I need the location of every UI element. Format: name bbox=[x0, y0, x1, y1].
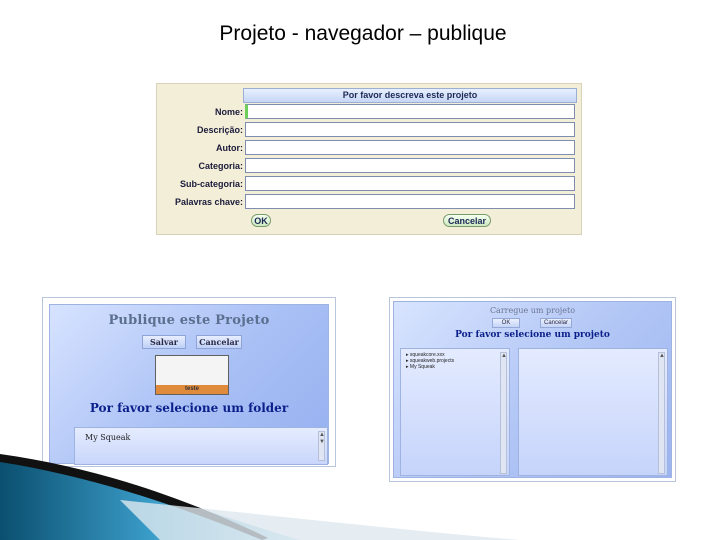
decorative-swoosh bbox=[0, 440, 720, 540]
cancel-button[interactable]: Cancelar bbox=[443, 214, 491, 227]
load-dialog-title: Carregue um projeto bbox=[489, 306, 576, 315]
save-button[interactable]: Salvar bbox=[142, 335, 186, 349]
tree-item-label: squeakcore.xxx bbox=[409, 352, 445, 358]
thumbnail-label: teste bbox=[156, 385, 228, 394]
form-header: Por favor descreva este projeto bbox=[243, 88, 577, 103]
cancel-button[interactable]: Cancelar bbox=[540, 318, 572, 328]
field-label: Palavras chave: bbox=[174, 197, 243, 207]
form-row-descricao bbox=[157, 122, 583, 138]
ok-button[interactable]: OK bbox=[492, 318, 520, 328]
field-label: Descrição: bbox=[196, 125, 243, 135]
form-row-nome bbox=[157, 104, 583, 120]
tree-item-label: squeakweb.projects bbox=[409, 358, 455, 364]
ok-button[interactable]: OK bbox=[251, 214, 271, 227]
select-project-prompt: Por favor selecione um projeto bbox=[455, 330, 610, 340]
project-description-dialog bbox=[156, 83, 582, 235]
name-field[interactable] bbox=[245, 104, 575, 119]
field-label: Nome: bbox=[214, 107, 243, 117]
list-item[interactable]: My Squeak bbox=[85, 433, 131, 442]
scroll-up-arrow-icon[interactable]: ▲ bbox=[659, 353, 665, 359]
form-row-palavras bbox=[157, 194, 583, 210]
category-field[interactable] bbox=[245, 158, 575, 173]
select-folder-prompt: Por favor selecione um folder bbox=[89, 401, 289, 415]
cancel-button[interactable]: Cancelar bbox=[196, 335, 242, 349]
keywords-field[interactable] bbox=[245, 194, 575, 209]
tree-item-label: My Squeak bbox=[409, 364, 435, 370]
tree-expand-icon[interactable]: ▸ bbox=[406, 352, 409, 358]
form-row-autor bbox=[157, 140, 583, 156]
scroll-up-arrow-icon[interactable]: ▲ bbox=[319, 432, 325, 438]
scroll-down-arrow-icon[interactable]: ▼ bbox=[319, 439, 325, 445]
tree-expand-icon[interactable]: ▸ bbox=[406, 358, 409, 364]
field-label: Categoria: bbox=[198, 161, 243, 171]
field-label: Autor: bbox=[216, 143, 243, 153]
form-row-categoria bbox=[157, 158, 583, 174]
author-field[interactable] bbox=[245, 140, 575, 155]
scroll-up-arrow-icon[interactable]: ▲ bbox=[501, 353, 507, 359]
publish-dialog-title: Publique este Projeto bbox=[108, 313, 270, 328]
form-row-subcategoria bbox=[157, 176, 583, 192]
tree-expand-icon[interactable]: ▸ bbox=[406, 364, 409, 370]
field-label: Sub-categoria: bbox=[179, 179, 243, 189]
slide-title: Projeto - navegador – publique bbox=[219, 22, 507, 45]
subcategory-field[interactable] bbox=[245, 176, 575, 191]
project-thumbnail bbox=[155, 355, 229, 395]
description-field[interactable] bbox=[245, 122, 575, 137]
tree-item[interactable] bbox=[406, 364, 435, 370]
